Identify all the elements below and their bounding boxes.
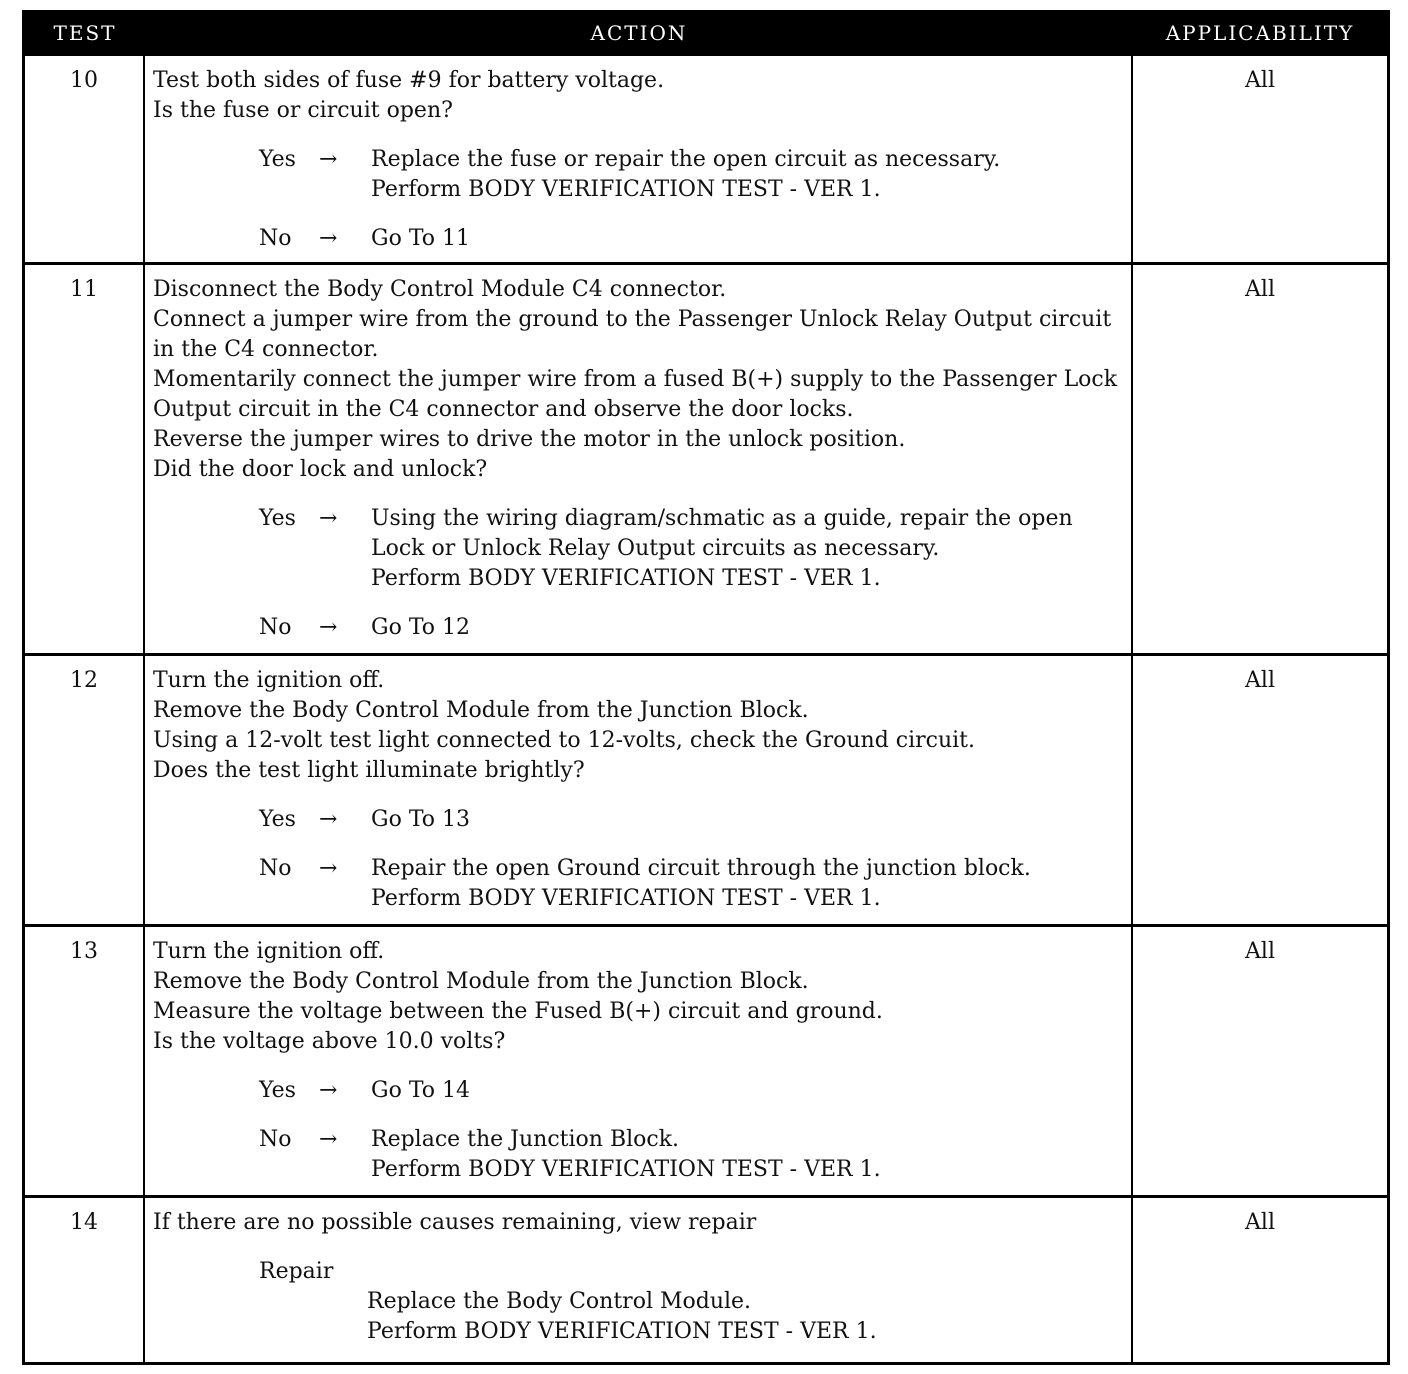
action-cell: [145, 927, 1133, 1195]
arrow-icon: →: [319, 856, 338, 881]
diagnostic-table: [22, 10, 1390, 1365]
action-line: Reverse the jumper wires to drive the motor in the unlock position.: [153, 427, 906, 452]
yes-label: Yes: [259, 807, 296, 832]
yes-text-line: Go To 13: [371, 807, 471, 832]
table-header: [25, 13, 1387, 53]
yes-text-line: Go To 14: [371, 1078, 471, 1103]
test-number: 12: [25, 656, 145, 924]
repair-label: Repair: [259, 1259, 334, 1284]
test-number: 13: [25, 927, 145, 1195]
action-line: Turn the ignition off.: [153, 668, 385, 693]
action-cell: [145, 56, 1133, 262]
applicability-cell: All: [1245, 277, 1275, 302]
no-label: No: [259, 226, 292, 251]
no-text-line: Repair the open Ground circuit through the junction block.: [371, 856, 1031, 881]
test-number: 14: [25, 1198, 145, 1362]
arrow-icon: →: [319, 807, 338, 832]
no-text-line: Go To 12: [371, 615, 471, 640]
table-row: [25, 1195, 1387, 1362]
no-text: [371, 854, 1125, 914]
no-answer: [153, 613, 1125, 643]
yes-text: [371, 504, 1125, 594]
repair-text-line: Perform BODY VERIFICATION TEST - VER 1.: [367, 1319, 877, 1344]
action-line: Using a 12-volt test light connected to 12-volts, check the Ground circuit.: [153, 728, 976, 753]
no-answer: [153, 1125, 1125, 1185]
action-line: Disconnect the Body Control Module C4 connector.: [153, 277, 727, 302]
action-line: in the C4 connector.: [153, 337, 379, 362]
yes-text-line: Perform BODY VERIFICATION TEST - VER 1.: [371, 566, 881, 591]
header-test: TEST: [53, 21, 117, 45]
action-line: Does the test light illuminate brightly?: [153, 758, 585, 783]
yes-answer: [153, 504, 1125, 594]
no-label: No: [259, 615, 292, 640]
no-answer: [153, 224, 1125, 254]
no-text-line: Replace the Junction Block.: [371, 1127, 680, 1152]
action-line: Momentarily connect the jumper wire from a fused B(+) supply to the Passenger Lock: [153, 367, 1118, 392]
yes-text: [371, 1076, 1125, 1106]
applicability-cell: All: [1245, 939, 1275, 964]
table-row: [25, 653, 1387, 924]
action-line: Output circuit in the C4 connector and observe the door locks.: [153, 397, 854, 422]
header-action: ACTION: [590, 21, 688, 45]
no-text-line: Perform BODY VERIFICATION TEST - VER 1.: [371, 886, 881, 911]
no-label: No: [259, 1127, 292, 1152]
yes-label: Yes: [259, 1078, 296, 1103]
action-line: Is the fuse or circuit open?: [153, 98, 453, 123]
action-cell: [145, 265, 1133, 653]
table-row: [25, 53, 1387, 262]
yes-text-line: Replace the fuse or repair the open circuit as necessary.: [371, 147, 1001, 172]
yes-label: Yes: [259, 147, 296, 172]
arrow-icon: →: [319, 1127, 338, 1152]
applicability-cell: All: [1245, 668, 1275, 693]
action-line: Turn the ignition off.: [153, 939, 385, 964]
arrow-icon: →: [319, 506, 338, 531]
arrow-icon: →: [319, 226, 338, 251]
yes-text: [371, 805, 1125, 835]
no-text: [371, 613, 1125, 643]
table-row: [25, 262, 1387, 653]
yes-text-line: Using the wiring diagram/schmatic as a guide, repair the open: [371, 506, 1073, 531]
no-text: [371, 1125, 1125, 1185]
action-cell: [145, 656, 1133, 924]
action-line: If there are no possible causes remaining, view repair: [153, 1210, 757, 1235]
arrow-icon: →: [319, 615, 338, 640]
table-row: [25, 924, 1387, 1195]
action-line: Test both sides of fuse #9 for battery voltage.: [153, 68, 665, 93]
header-applicability: APPLICABILITY: [1165, 21, 1355, 45]
yes-answer: [153, 1076, 1125, 1106]
no-text-line: Perform BODY VERIFICATION TEST - VER 1.: [371, 1157, 881, 1182]
yes-label: Yes: [259, 506, 296, 531]
no-label: No: [259, 856, 292, 881]
applicability-cell: All: [1245, 68, 1275, 93]
arrow-icon: →: [319, 147, 338, 172]
table-body: [25, 53, 1387, 1195]
test-number: 10: [25, 56, 145, 262]
arrow-icon: →: [319, 1078, 338, 1103]
no-text: [371, 224, 1125, 254]
yes-text-line: Perform BODY VERIFICATION TEST - VER 1.: [371, 177, 881, 202]
test-number: 11: [25, 265, 145, 653]
no-text-line: Go To 11: [371, 226, 471, 251]
yes-text-line: Lock or Unlock Relay Output circuits as necessary.: [371, 536, 940, 561]
action-line: Did the door lock and unlock?: [153, 457, 488, 482]
yes-text: [371, 145, 1125, 205]
action-line: Measure the voltage between the Fused B(+) circuit and ground.: [153, 999, 883, 1024]
action-line: Remove the Body Control Module from the Junction Block.: [153, 969, 809, 994]
repair-text-line: Replace the Body Control Module.: [367, 1289, 752, 1314]
action-line: Connect a jumper wire from the ground to the Passenger Unlock Relay Output circuit: [153, 307, 1112, 332]
yes-answer: [153, 805, 1125, 835]
yes-answer: [153, 145, 1125, 205]
action-line: Is the voltage above 10.0 volts?: [153, 1029, 506, 1054]
no-answer: [153, 854, 1125, 914]
action-cell: [145, 1198, 1133, 1362]
action-line: Remove the Body Control Module from the Junction Block.: [153, 698, 809, 723]
applicability-cell: All: [1245, 1210, 1275, 1235]
